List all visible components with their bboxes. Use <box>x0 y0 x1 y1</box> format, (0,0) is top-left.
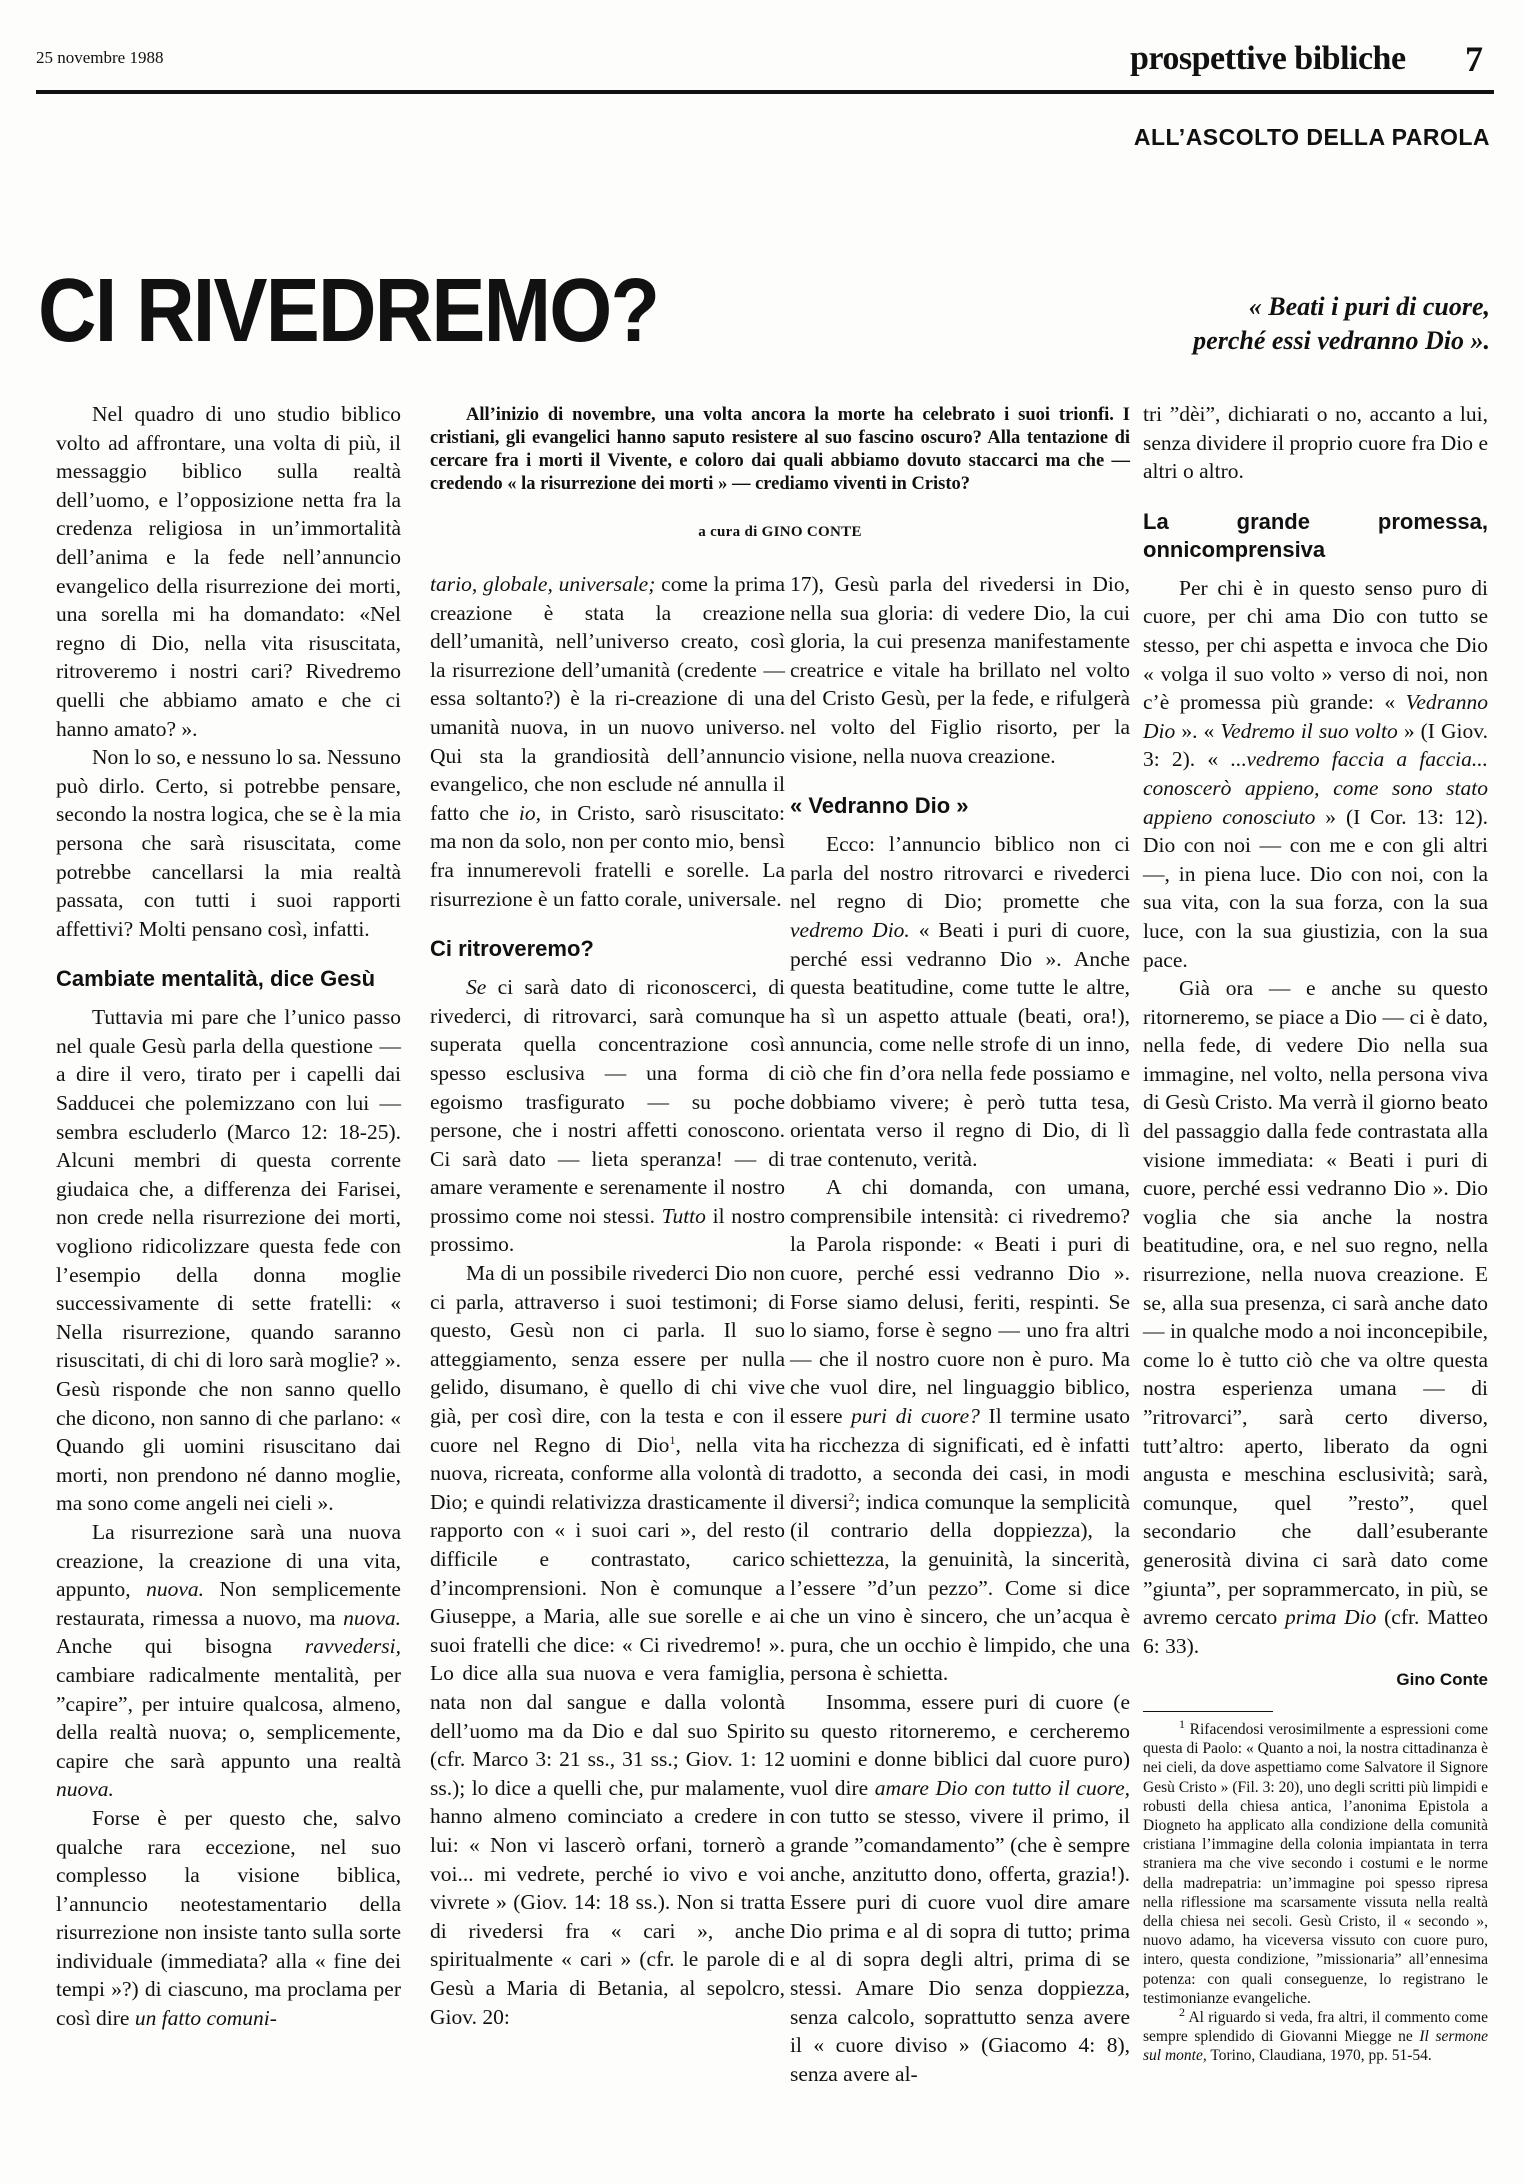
subheading: Cambiate mentalità, dice Gesù <box>56 966 376 992</box>
paragraph: Non lo so, e nessuno lo sa. Nessuno può dirlo. Certo, si potrebbe pensare, secondo la nostra logica, che se è la mia persona che sarà risuscitata, come potrebbe cancellarsi la mia realtà passata, con tutti i suoi rapporti affettivi? Molti pensano così, infatti. <box>56 745 401 941</box>
subheading: La grande promessa, onnicomprensiva <box>1143 508 1488 562</box>
byline: a cura di GINO CONTE <box>698 524 862 540</box>
subheading: « Vedranno Dio » <box>790 793 969 819</box>
intro-standfirst <box>430 404 1130 496</box>
section-label: ALL’ASCOLTO DELLA PAROLA <box>1133 124 1490 150</box>
column-2 <box>430 570 785 2031</box>
footnote-ref: 1 <box>669 1432 676 1447</box>
paragraph: Forse è per questo che, salvo qualche rara eccezione, nel suo complesso la visione biblica, l’annuncio neotestamentario della risurrezione non insiste tanto sulla sorte individuale (immediata? alla « fine dei tempi »?) di ciascuno, ma proclama per così dire un fatto comuni- <box>56 1805 401 2031</box>
epigraph-line-2: perché essi vedranno Dio ». <box>1193 326 1490 355</box>
issue-date: 25 novembre 1988 <box>36 48 164 67</box>
paragraph: A chi domanda, con umana, comprensibile intensità: ci rivedremo? la Parola risponde: « Beati i puri di cuore, perché essi vedranno Dio ». Forse siamo delusi, feriti, respinti. Se lo siamo, forse è segno — uno fra altri — che il nostro cuore non è puro. Ma che vuol dire, nel linguaggio biblico, essere puri di cuore? Il termine usato ha ricchezza di significati, ed è infatti tradotto, a seconda dei casi, in modi diversi$^2$; indica comunque la semplicità (il contrario della doppiezza), la schiettezza, la genuinità, la sincerità, l’essere ”d’un pezzo”. Come si dice che un vino è sincero, che un’acqua è pura, che un occhio è limpido, che una persona è schietta. <box>790 1175 1131 1686</box>
header-rule <box>36 90 1494 94</box>
intro-text: All’inizio di novembre, una volta ancora la morte ha celebrato i suoi trionfi. I cristiani, gli evangelici hanno saputo resistere al suo fascino oscuro? Alla tentazione di cercare fra i morti il Vivente, e coloro dai quali abbiamo dovuto staccarci ma che — credendo « la risurrezione dei morti » — crediamo viventi in Cristo? <box>430 405 1130 494</box>
epigraph <box>1193 290 1490 358</box>
paragraph: Insomma, essere puri di cuore (e su questo ritorneremo, e cercheremo uomini e donne biblici dal cuore puro) vuol dire amare Dio con tutto il cuore, con tutto se stesso, vivere il primo, il grande ”comandamento” (che è sempre anche, anzitutto dono, offerta, grazia!). Essere puri di cuore vuol dire amare Dio prima e al di sopra di tutto; prima e al di sopra degli altri, prima di se stessi. Amare Dio senza doppiezza, senza calcolo, soprattutto senza avere il « cuore diviso » (Giacomo 4: 8), senza avere al- <box>790 1689 1130 2086</box>
article-title: CI RIVEDREMO? <box>38 261 659 361</box>
publication-name: prospettive bibliche <box>1130 40 1406 77</box>
author-signature: Gino Conte <box>1396 1670 1488 1690</box>
paragraph: Per chi è in questo senso puro di cuore, per chi ama Dio con tutto se stesso, per chi aspetta e invoca che Dio « volga il suo volto » verso di noi, non c’è promessa più grande: « Vedranno Dio ». « Vedremo il suo volto » (I Giov. 3: 2). « ...vedremo faccia a faccia... conoscerò appieno, come sono stato appieno conosciuto » (I Cor. 13: 12). Dio con noi — con me e con gli altri —, in piena luce. Dio con noi, con la sua vita, con la sua forza, con la sua luce, con la sua giustizia, con la sua pace. <box>1143 575 1489 972</box>
paragraph: Nel quadro di uno studio biblico volto ad affrontare, una volta di più, il messaggio biblico sulla realtà dell’uomo, e l’opposizione netta fra la credenza religiosa in un’immortalità dell’anima e la fede nell’annuncio evangelico della risurrezione dei morti, una sorella mi ha domandato: «Nel regno di Dio, nella vita risuscitata, ritroveremo i nostri cari? Rivedremo quelli che abbiamo amato e che ci hanno amato? ». <box>56 402 401 741</box>
footnote-2: $^2$ Al riguardo si veda, fra altri, il commento come sempre splendido di Giovanni Miegge ne Il sermone sul monte, Torino, Claudiana, 1970, pp. 51-54. <box>1143 2004 1488 2065</box>
paragraph: tario, globale, universale; come la prima creazione è stata la creazione dell’umanità, nell’universo creato, così la risurrezione dell’umanità (credente — essa soltanto?) è la ri-creazione di una umanità nuova, in un nuovo universo. Qui sta la grandiosità dell’annuncio evangelico, che non esclude né annulla il fatto che io, in Cristo, sarò risuscitato: ma non da solo, non per conto mio, bensì fra innumerevoli fratelli e sorelle. La risurrezione è un fatto corale, universale. <box>430 572 785 911</box>
footnote-rule <box>1143 1711 1273 1712</box>
paragraph: La risurrezione sarà una nuova creazione, la creazione di una vita, appunto, nuova. Non semplicemente restaurata, rimessa a nuovo, ma nuova. Anche qui bisogna ravvedersi, cambiare radicalmente mentalità, per ”capire”, per intuire qualcosa, almeno, della realtà nuova; o, semplicemente, capire che sarà appunto una realtà nuova. <box>56 1519 401 1802</box>
footnote-ref: 2 <box>848 1489 855 1504</box>
paragraph: Se ci sarà dato di riconoscerci, di rivederci, di ritrovarci, sarà comunque superata quella concentrazione così spesso esclusiva — una forma di egoismo trasfigurato — su poche persone, che i nostri affetti conoscono. Ci sarà dato — lieta speranza! — di amare veramente e serenamente il nostro prossimo come noi stessi. Tutto il nostro prossimo. <box>430 975 785 1257</box>
footnote-1: $^1$ Rifacendosi verosimilmente a espressioni come questa di Paolo: « Quanto a noi, la nostra cittadinanza è nei cieli, da dove aspettiamo come Salvatore il Signore Gesù Cristo » (Fil. 3: 20), uno degli scritti più limpidi e robusti della chiesa antica, l’anonima Epistola a Diogneto ha applicato alla condizione della comunità cristiana l’immagine della colonia impiantata in terra straniera ma che vive secondo i costumi e le norme della madrepatria: un’immagine poi spesso ripresa nella riflessione ma scarsamente vissuta nella realtà della chiesa nei secoli. Gesù Cristo, il « secondo », nuovo adamo, ha viceversa vissuto con cuore puro, intero, questa condizione, ”missionaria” all’ennesima potenza: con quali conseguenze, lo registrano le testimonianze evangeliche. <box>1143 1716 1489 2007</box>
column-1 <box>56 400 401 2033</box>
paragraph: Già ora — e anche su questo ritorneremo, se piace a Dio — ci è dato, nella fede, di vedere Dio nella sua immagine, nel volto, nella persona viva di Gesù Cristo. Ma verrà il giorno beato del passaggio dalla fede contrastata alla visione immediata: « Beati i puri di cuore, perché essi vedranno Dio ». Dio voglia che sia anche la nostra beatitudine, ora, e nel suo regno, nella risurrezione, nella nuova creazione. E se, alla sua presenza, ci sarà anche dato — in qualche modo a noi inconcepibile, come lo è tutto ciò che va oltre questa nostra esperienza umana — di ”ritrovarci”, sarà certo diverso, tutt’altro: aperto, liberato da ogni angusta e meschina esclusività; sarà, comunque, quel ”resto”, quel secondario che dall’esuberante generosità divina ci sarà dato come ”giunta”, per soprammercato, in più, se avremo cercato prima Dio (cfr. Matteo 6: 33). <box>1143 976 1488 1658</box>
subheading: Ci ritroveremo? <box>430 936 594 962</box>
epigraph-line-1: « Beati i puri di cuore, <box>1248 292 1490 321</box>
column-3 <box>790 570 1130 2088</box>
paragraph: Ma di un possibile rivederci Dio non ci parla, attraverso i suoi testimoni; di questo, Gesù non ci parla. Il suo atteggiamento, senza essere per nulla gelido, disumano, è quello di chi vive già, per così dire, con la testa e con il cuore nel Regno di Dio$^1$, nella vita nuova, ricreata, conforme alla volontà di Dio; e quindi relativizza drasticamente il rapporto con « i suoi cari », del resto difficile e contrastato, carico d’incomprensioni. Non è comunque a Giuseppe, a Maria, alle sue sorelle e ai suoi fratelli che dice: « Ci rivedremo! ». Lo dice alla sua nuova e vera famiglia, nata non dal sangue e dalla volontà dell’uomo ma da Dio e dal suo Spirito (cfr. Marco 3: 21 ss., 31 ss.; Giov. 1: 12 ss.); lo dice a quelli che, pur malamente, hanno almeno cominciato a credere in lui: « Non vi lascerò orfani, tornerò a voi... mi vedrete, perché io vivo e voi vivrete » (Giov. 14: 18 ss.). Non si tratta di rivedersi fra « cari », anche spiritualmente « cari » (cfr. le parole di Gesù a Maria di Betania, al sepolcro, Giov. 20: <box>430 1261 785 2029</box>
paragraph: tri ”dèi”, dichiarati o no, accanto a lui, senza dividere il proprio cuore fra Dio e altri o altro. <box>1143 402 1488 484</box>
page-number: 7 <box>1465 39 1483 79</box>
paragraph: 17), Gesù parla del rivedersi in Dio, nella sua gloria: di vedere Dio, la cui gloria, la cui presenza manifestamente creatrice e vitale ha brillato nel volto del Cristo Gesù, per la fede, e rifulgerà nel volto del Figlio risorto, per la visione, nella nuova creazione. <box>790 572 1130 768</box>
column-4 <box>1143 400 1488 2066</box>
paragraph: Tuttavia mi pare che l’unico passo nel quale Gesù parla della questione — a dire il vero, tirato per i capelli dai Sadducei che polemizzano con lui — sembra escluderlo (Marco 12: 18-25). Alcuni membri di questa corrente giudaica che, a differenza dei Farisei, non crede nella risurrezione dei morti, vogliono ridicolizzare questa fede con l’esempio della donna moglie successivamente di sette fratelli: « Nella risurrezione, quando saranno risuscitati, di chi di loro sarà moglie? ». Gesù risponde che non sanno quello che dicono, non sanno di che parlano: « Quando gli uomini risuscitano dai morti, non prendono né danno moglie, ma sono come angeli nei cieli ». <box>56 1005 401 1516</box>
paragraph: Ecco: l’annuncio biblico non ci parla del nostro ritrovarci e rivederci nel regno di Dio; promette che vedremo Dio. « Beati i puri di cuore, perché essi vedranno Dio ». Anche questa beatitudine, come tutte le altre, ha sì un aspetto attuale (beati, ora!), annuncia, come nelle strofe di un inno, ciò che fin d’ora nella fede possiamo e dobbiamo vivere; è però tutta tesa, orientata verso il regno di Dio, di lì trae contenuto, verità. <box>790 832 1130 1171</box>
